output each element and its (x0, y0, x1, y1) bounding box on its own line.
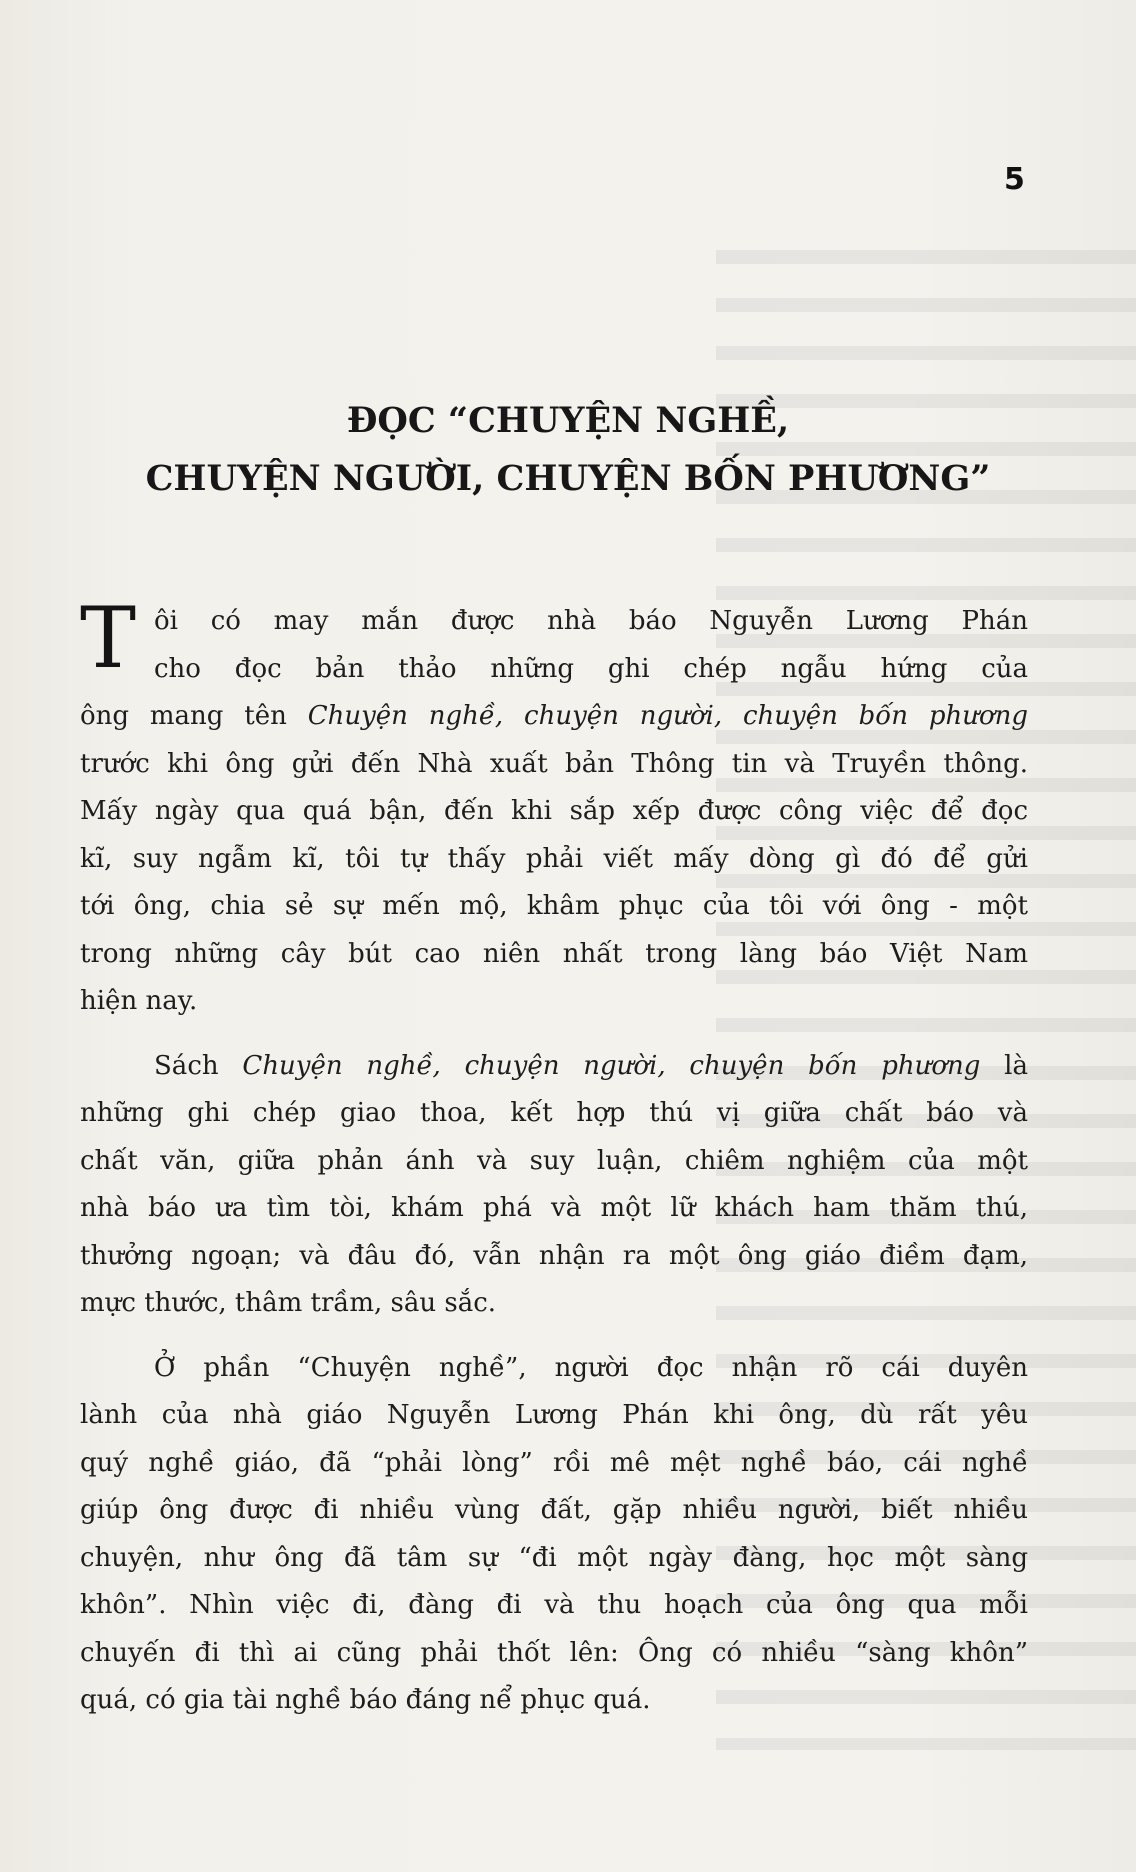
text-line: ôi có may mắn được nhà báo Nguyễn Lương Phán (154, 606, 1028, 636)
text-run: ông mang tên (80, 701, 308, 731)
drop-cap: T (80, 589, 137, 687)
text-line: hiện nay. (80, 986, 198, 1016)
text-line (80, 1043, 1028, 1091)
text-line: lành của nhà giáo Nguyễn Lương Phán khi ông, dù rất yêu (80, 1400, 1028, 1430)
chapter-title-line-2: CHUYỆN NGƯỜI, CHUYỆN BỐN PHƯƠNG” (145, 458, 991, 499)
text-line: mực thước, thâm trầm, sâu sắc. (80, 1288, 497, 1318)
text-line: quá, có gia tài nghề báo đáng nể phục quá. (80, 1685, 651, 1715)
page-number: 5 (1004, 162, 1025, 197)
text-line: giúp ông được đi nhiều vùng đất, gặp nhiều người, biết nhiều (80, 1495, 1028, 1525)
text-line: cho đọc bản thảo những ghi chép ngẫu hứng của (154, 653, 1028, 684)
paragraph-3 (80, 1345, 1028, 1725)
text-line: chất văn, giữa phản ánh và suy luận, chiêm nghiệm của một (80, 1145, 1028, 1176)
text-line: kĩ, suy ngẫm kĩ, tôi tự thấy phải viết mấy dòng gì đó để gửi (80, 843, 1028, 874)
text-line: trước khi ông gửi đến Nhà xuất bản Thông tin và Truyền thông. (80, 748, 1028, 779)
text-line: trong những cây bút cao niên nhất trong làng báo Việt Nam (80, 938, 1028, 969)
text-line: quý nghề giáo, đã “phải lòng” rồi mê mệt nghề báo, cái nghề (80, 1447, 1028, 1478)
text-line: Mấy ngày qua quá bận, đến khi sắp xếp được công việc để đọc (80, 796, 1028, 826)
text-line: chuyện, như ông đã tâm sự “đi một ngày đàng, học một sàng (80, 1542, 1028, 1573)
text-line: khôn”. Nhìn việc đi, đàng đi và thu hoạch của ông qua mỗi (80, 1590, 1028, 1620)
body-text (80, 589, 1028, 1725)
text-line: nhà báo ưa tìm tòi, khám phá và một lữ khách ham thăm thú, (80, 1193, 1028, 1223)
text-line: Ở phần “Chuyện nghề”, người đọc nhận rõ cái duyên (154, 1352, 1028, 1383)
paragraph-2 (80, 1043, 1028, 1328)
text-line: chuyến đi thì ai cũng phải thốt lên: Ông có nhiều “sàng khôn” (80, 1637, 1028, 1668)
book-title-italic: Chuyện nghề, chuyện người, chuyện bốn phương (307, 701, 1028, 731)
book-title-italic: Chuyện nghề, chuyện người, chuyện bốn phương (242, 1050, 981, 1081)
chapter-title (120, 392, 1016, 508)
text-line: thưởng ngoạn; và đâu đó, vẫn nhận ra một ông giáo điềm đạm, (80, 1240, 1028, 1271)
text-line: những ghi chép giao thoa, kết hợp thú vị giữa chất báo và (80, 1098, 1028, 1128)
chapter-title-line-1: ĐỌC “CHUYỆN NGHỀ, (346, 400, 790, 441)
text-run: là (980, 1050, 1028, 1081)
text-run: Sách (154, 1050, 243, 1081)
paragraph-1 (80, 589, 1028, 1026)
text-line (80, 693, 1028, 741)
text-line: tới ông, chia sẻ sự mến mộ, khâm phục của tôi với ông - một (80, 891, 1028, 921)
